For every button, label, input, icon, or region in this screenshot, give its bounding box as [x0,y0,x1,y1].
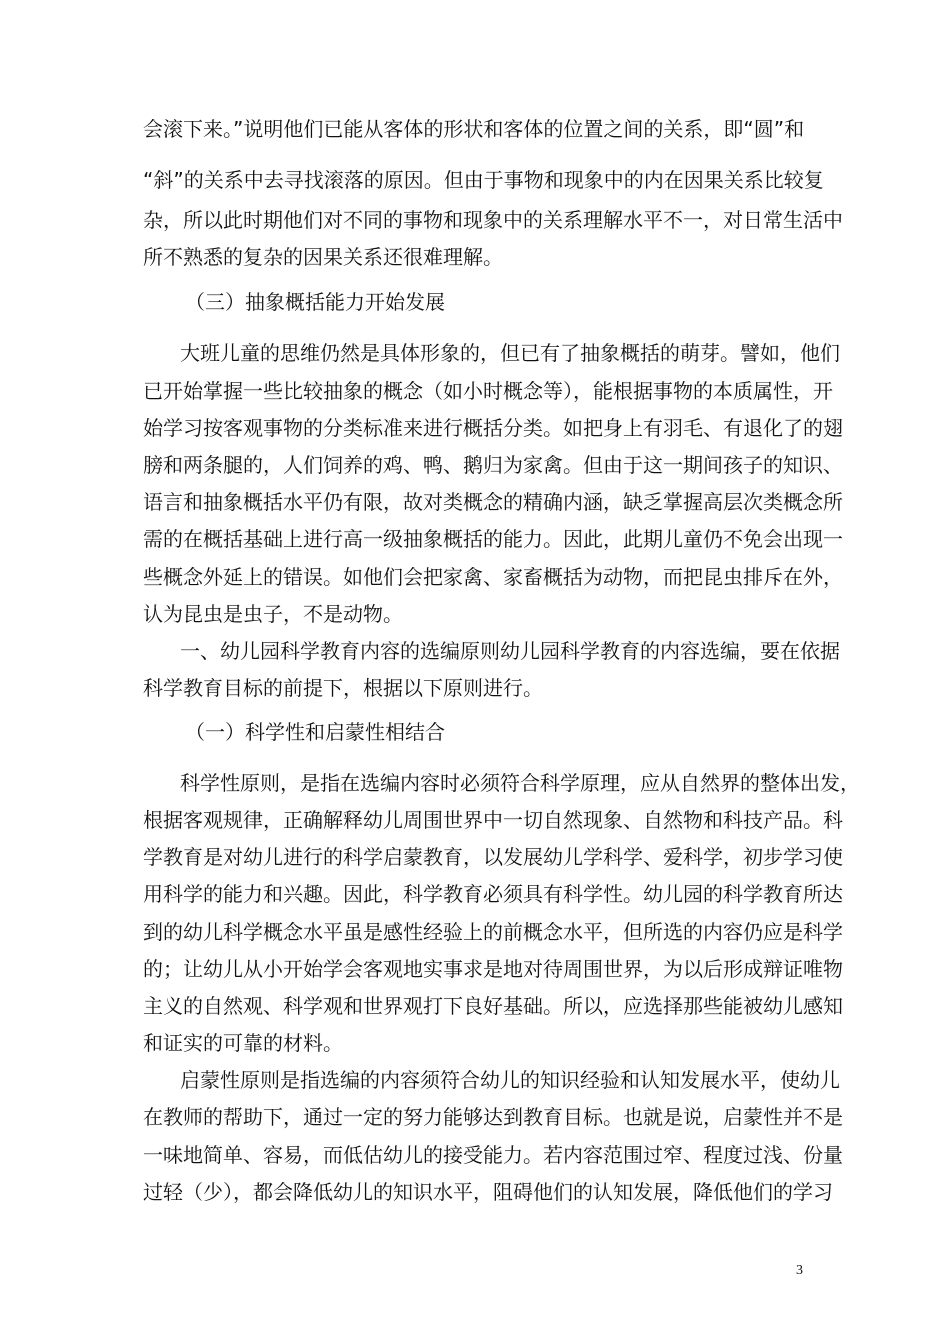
text-line: 一、幼儿园科学教育内容的选编原则幼儿园科学教育的内容选编，要在依据 [180,639,840,663]
text-line: 些概念外延上的错误。如他们会把家禽、家畜概括为动物，而把昆虫排斥在外， [143,565,843,589]
text-line: 过轻（少），都会降低幼儿的知识水平，阻碍他们的认知发展，降低他们的学习 [143,1180,833,1204]
section-heading: （一）科学性和启蒙性相结合 [185,720,445,744]
text-line: 已开始掌握一些比较抽象的概念（如小时概念等），能根据事物的本质属性，开 [143,379,833,403]
text-line: 根据客观规律，正确解释幼儿周围世界中一切自然现象、自然物和科技产品。科 [143,808,843,832]
section-heading: （三）抽象概括能力开始发展 [185,290,445,314]
text-line: 在教师的帮助下，通过一定的努力能够达到教育目标。也就是说，启蒙性并不是 [143,1105,843,1129]
text-line: 用科学的能力和兴趣。因此，科学教育必须具有科学性。幼儿园的科学教育所达 [143,882,843,906]
text-line: 科学性原则，是指在选编内容时必须符合科学原理，应从自然界的整体出发， [180,771,860,795]
text-line: 到的幼儿科学概念水平虽是感性经验上的前概念水平，但所选的内容仍应是科学 [143,920,843,944]
text-line: 主义的自然观、科学观和世界观打下良好基础。所以，应选择那些能被幼儿感知 [143,994,843,1018]
text-line: 杂，所以此时期他们对不同的事物和现象中的关系理解水平不一，对日常生活中 [143,208,843,232]
text-line: 语言和抽象概括水平仍有限，故对类概念的精确内涵，缺乏掌握高层次类概念所 [143,490,843,514]
text-line: 的；让幼儿从小开始学会客观地实事求是地对待周围世界，为以后形成辩证唯物 [143,957,843,981]
text-line: “斜”的关系中去寻找滚落的原因。但由于事物和现象中的内在因果关系比较复 [143,168,824,192]
text-line: 大班儿童的思维仍然是具体形象的，但已有了抽象概括的萌芽。譬如，他们 [180,341,840,365]
text-line: 所不熟悉的复杂的因果关系还很难理解。 [143,245,503,269]
text-line: 和证实的可靠的材料。 [143,1031,343,1055]
text-line: 需的在概括基础上进行高一级抽象概括的能力。因此，此期儿童仍不免会出现一 [143,527,843,551]
page-number: 3 [796,1263,803,1278]
text-line: 一味地简单、容易，而低估幼儿的接受能力。若内容范围过窄、程度过浅、份量 [143,1143,843,1167]
text-line: 启蒙性原则是指选编的内容须符合幼儿的知识经验和认知发展水平，使幼儿 [180,1068,840,1092]
text-line: 科学教育目标的前提下，根据以下原则进行。 [143,676,543,700]
text-line: 膀和两条腿的，人们饲养的鸡、鸭、鹅归为家禽。但由于这一期间孩子的知识、 [143,453,843,477]
text-line: 认为昆虫是虫子，不是动物。 [143,602,403,626]
text-line: 会滚下来。”说明他们已能从客体的形状和客体的位置之间的关系，即“圆”和 [143,117,805,141]
text-line: 学教育是对幼儿进行的科学启蒙教育，以发展幼儿学科学、爱科学，初步学习使 [143,845,843,869]
text-line: 始学习按客观事物的分类标准来进行概括分类。如把身上有羽毛、有退化了的翅 [143,416,843,440]
